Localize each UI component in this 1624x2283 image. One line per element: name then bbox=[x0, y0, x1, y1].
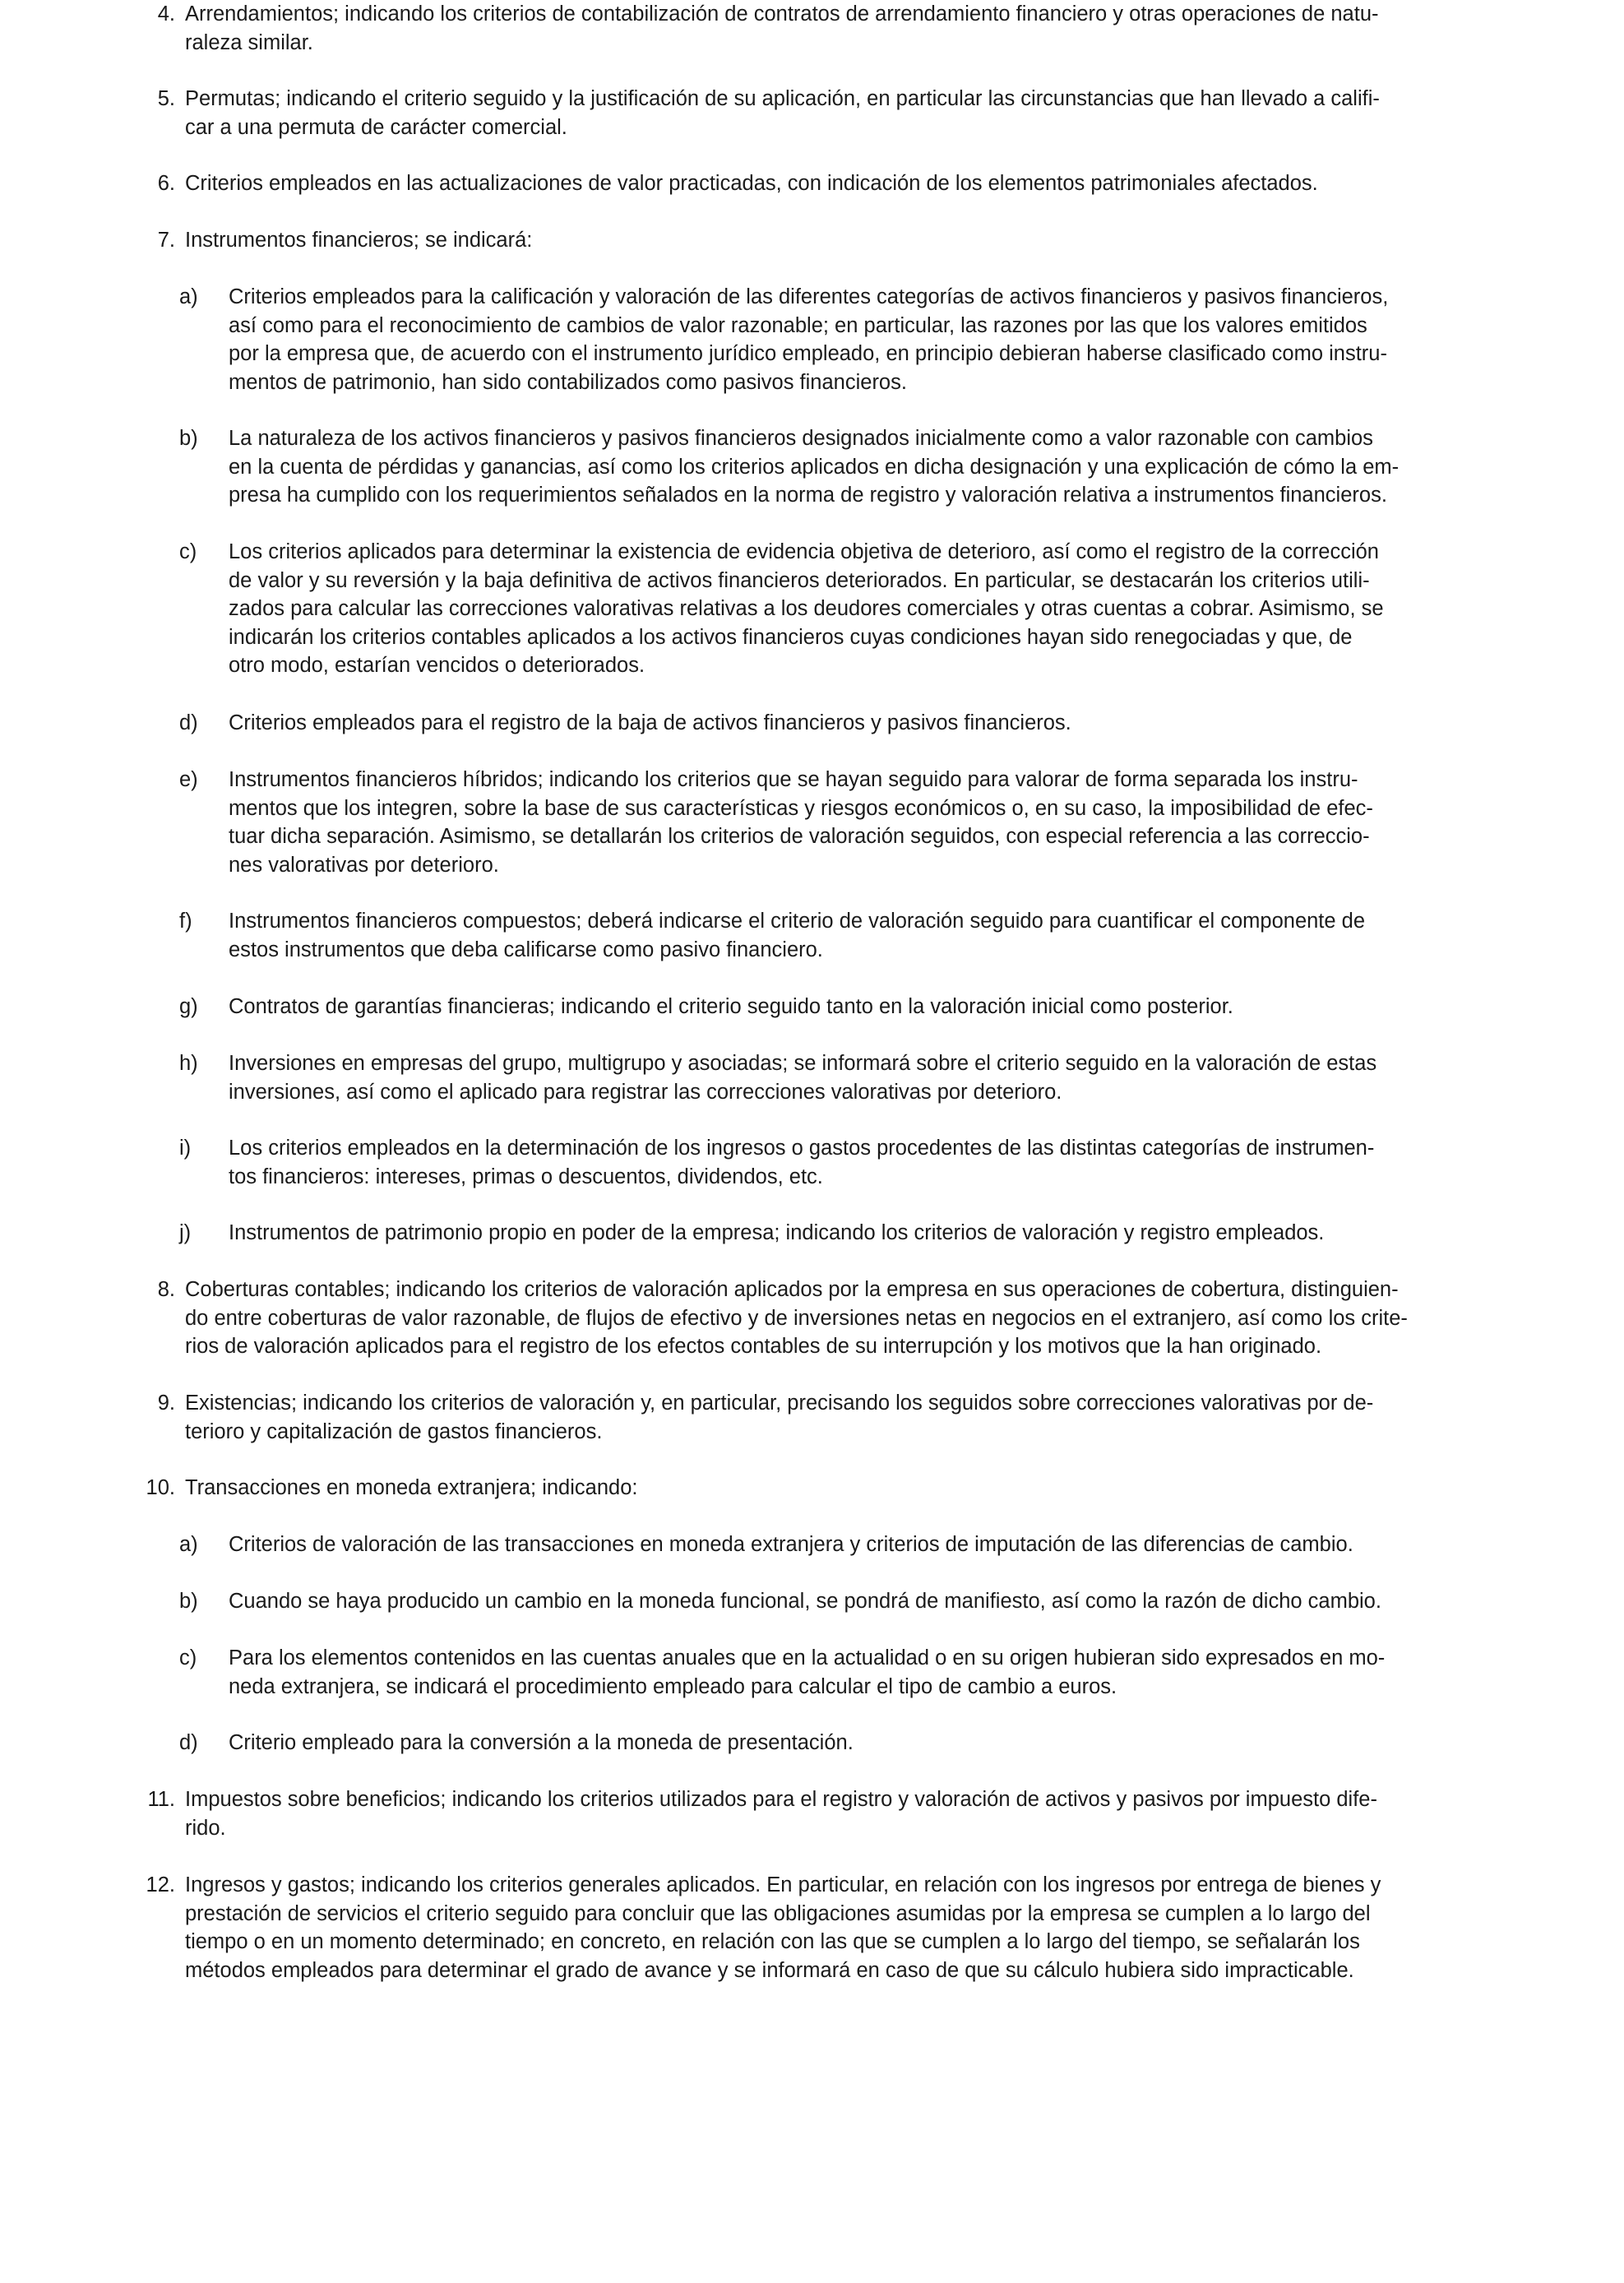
sub-item-7f bbox=[179, 907, 1505, 964]
item-text: Para los elementos contenidos en las cuentas anuales que en la actualidad o en su origen hubieran sido expresados en mo- neda extranjera, se indicará el procedimiento empleado para calcular el tipo de cambio a euros. bbox=[229, 1646, 1386, 1698]
sub-item-7h bbox=[179, 1049, 1505, 1106]
item-text: Existencias; indicando los criterios de valoración y, en particular, precisando los seguidos sobre correcciones valorativas por de- terioro y capitalización de gastos financieros. bbox=[185, 1392, 1374, 1443]
item-text: Criterios empleados para el registro de la baja de activos financieros y pasivos financieros. bbox=[229, 711, 1071, 734]
item-number: 9. bbox=[157, 1392, 175, 1415]
sub-item-7e bbox=[179, 766, 1505, 879]
item-number: 4. bbox=[157, 2, 175, 25]
item-text: Instrumentos financieros; se indicará: bbox=[185, 229, 533, 252]
sub-item-10c bbox=[179, 1644, 1505, 1701]
sub-item-10d bbox=[179, 1729, 1505, 1757]
list-item-6 bbox=[157, 169, 1505, 198]
item-letter: c) bbox=[179, 1646, 197, 1669]
item-letter: h) bbox=[179, 1052, 198, 1075]
item-text: Instrumentos financieros híbridos; indicando los criterios que se hayan seguido para valorar de forma separada los instru- mentos que los integren, sobre la base de sus características y riesgos económicos o, en su caso, la imposibilidad de efec- tuar dicha separación. Asimismo, se detallarán los criterios de valoración seguidos, con especial referencia a las correccio- nes valorativas por deterioro. bbox=[229, 768, 1373, 877]
sub-item-10a bbox=[179, 1530, 1505, 1559]
item-letter: d) bbox=[179, 711, 198, 734]
item-text: Ingresos y gastos; indicando los criterios generales aplicados. En particular, en relación con los ingresos por entrega de bienes y prestación de servicios el criterio seguido para concluir que las obligaciones asumidas por la empresa se cumplen a lo largo del tiempo o en un momento determinado; en concreto, en relación con las que se cumplen a lo largo del tiempo, se señalarán los métodos empleados para determinar el grado de avance y se informará en caso de que su cálculo hubiera sido impracticable. bbox=[185, 1873, 1381, 1982]
item-text: Instrumentos de patrimonio propio en poder de la empresa; indicando los criterios de valoración y registro empleados. bbox=[229, 1221, 1325, 1244]
item-number: 7. bbox=[157, 229, 175, 252]
sub-item-7a bbox=[179, 283, 1505, 396]
item-text: Coberturas contables; indicando los criterios de valoración aplicados por la empresa en sus operaciones de cobertura, distinguien- do entre coberturas de valor razonable, de flujos de efectivo y de inversiones netas en negocios en el extranjero, así como los crite- rios de valoración aplicados para el registro de los efectos contables de su interrupción y los motivos que la han originado. bbox=[185, 1278, 1408, 1358]
item-letter: j) bbox=[179, 1221, 192, 1244]
item-text: Transacciones en moneda extranjera; indicando: bbox=[185, 1476, 638, 1499]
item-text: Criterios de valoración de las transacciones en moneda extranjera y criterios de imputación de las diferencias de cambio. bbox=[229, 1533, 1353, 1556]
item-text: Los criterios aplicados para determinar la existencia de evidencia objetiva de deterioro, así como el registro de la corrección de valor y su reversión y la baja definitiva de activos financieros deteriorados. En particular, se destacarán los criterios utili- zados para calcular las correcciones valorativas relativas a los deudores comerciales y otras cuentas a cobrar. Asimismo, se indicarán los criterios contables aplicados a los activos financieros cuyas condiciones hayan sido renegociadas y que, de otro modo, estarían vencidos o deteriorados. bbox=[229, 540, 1384, 677]
item-text: Criterios empleados para la calificación y valoración de las diferentes categorías de activos financieros y pasivos financieros, así como para el reconocimiento de cambios de valor razonable; en particular, las razones por las que los valores emitidos por la empresa que, de acuerdo con el instrumento jurídico empleado, en principio debieran haberse clasificado como instru- mentos de patrimonio, han sido contabilizados como pasivos financieros. bbox=[229, 285, 1389, 394]
list-item-12 bbox=[146, 1871, 1505, 1984]
item-text: Inversiones en empresas del grupo, multigrupo y asociadas; se informará sobre el criterio seguido en la valoración de estas inversiones, así como el aplicado para registrar las correcciones valorativas por deterioro. bbox=[229, 1052, 1377, 1104]
list-item-7 bbox=[157, 226, 1505, 255]
sub-item-7i bbox=[179, 1134, 1505, 1191]
sub-item-7j bbox=[179, 1219, 1505, 1248]
item-letter: a) bbox=[179, 285, 198, 308]
item-letter: a) bbox=[179, 1533, 198, 1556]
item-number: 8. bbox=[157, 1278, 175, 1301]
item-text: Criterio empleado para la conversión a la moneda de presentación. bbox=[229, 1731, 854, 1754]
item-number: 12. bbox=[146, 1873, 175, 1896]
item-letter: e) bbox=[179, 768, 198, 791]
item-number: 6. bbox=[157, 172, 175, 195]
list-item-8 bbox=[157, 1276, 1505, 1361]
item-text: Cuando se haya producido un cambio en la moneda funcional, se pondrá de manifiesto, así como la razón de dicho cambio. bbox=[229, 1590, 1381, 1613]
item-text: Contratos de garantías financieras; indicando el criterio seguido tanto en la valoración inicial como posterior. bbox=[229, 995, 1233, 1018]
item-text: Criterios empleados en las actualizaciones de valor practicadas, con indicación de los elementos patrimoniales afectados. bbox=[185, 172, 1318, 195]
item-number: 5. bbox=[157, 87, 175, 110]
item-letter: i) bbox=[179, 1137, 192, 1160]
item-letter: g) bbox=[179, 995, 198, 1018]
item-number: 10. bbox=[146, 1476, 175, 1499]
item-number: 11. bbox=[147, 1788, 175, 1811]
item-letter: f) bbox=[179, 910, 192, 933]
item-text: Impuestos sobre beneficios; indicando los criterios utilizados para el registro y valoración de activos y pasivos por impuesto dife- rido. bbox=[185, 1788, 1377, 1840]
sub-item-7b bbox=[179, 424, 1505, 510]
list-item-10 bbox=[146, 1474, 1505, 1503]
item-letter: b) bbox=[179, 1590, 198, 1613]
list-item-4 bbox=[157, 0, 1505, 57]
sub-item-7d bbox=[179, 709, 1505, 738]
sub-item-7g bbox=[179, 993, 1505, 1021]
item-text: La naturaleza de los activos financieros y pasivos financieros designados inicialmente como a valor razonable con cambios en la cuenta de pérdidas y ganancias, así como los criterios aplicados en dicha designación y una explicación de cómo la em- presa ha cumplido con los requerimientos señalados en la norma de registro y valoración relativa a instrumentos financieros. bbox=[229, 427, 1400, 507]
list-item-11 bbox=[147, 1785, 1505, 1842]
item-letter: d) bbox=[179, 1731, 198, 1754]
item-text: Arrendamientos; indicando los criterios de contabilización de contratos de arrendamiento financiero y otras operaciones de natu- raleza similar. bbox=[185, 2, 1379, 54]
item-text: Permutas; indicando el criterio seguido y la justificación de su aplicación, en particular las circunstancias que han llevado a califi- car a una permuta de carácter comercial. bbox=[185, 87, 1380, 139]
item-text: Los criterios empleados en la determinación de los ingresos o gastos procedentes de las distintas categorías de instrumen- tos financieros: intereses, primas o descuentos, dividendos, etc. bbox=[229, 1137, 1375, 1188]
item-letter: c) bbox=[179, 540, 197, 563]
sub-item-7c bbox=[179, 538, 1505, 680]
sub-item-10b bbox=[179, 1587, 1505, 1616]
list-item-9 bbox=[157, 1389, 1505, 1446]
item-text: Instrumentos financieros compuestos; deberá indicarse el criterio de valoración seguido para cuantificar el componente de estos instrumentos que deba calificarse como pasivo financiero. bbox=[229, 910, 1366, 961]
item-letter: b) bbox=[179, 427, 198, 450]
list-item-5 bbox=[157, 85, 1505, 141]
